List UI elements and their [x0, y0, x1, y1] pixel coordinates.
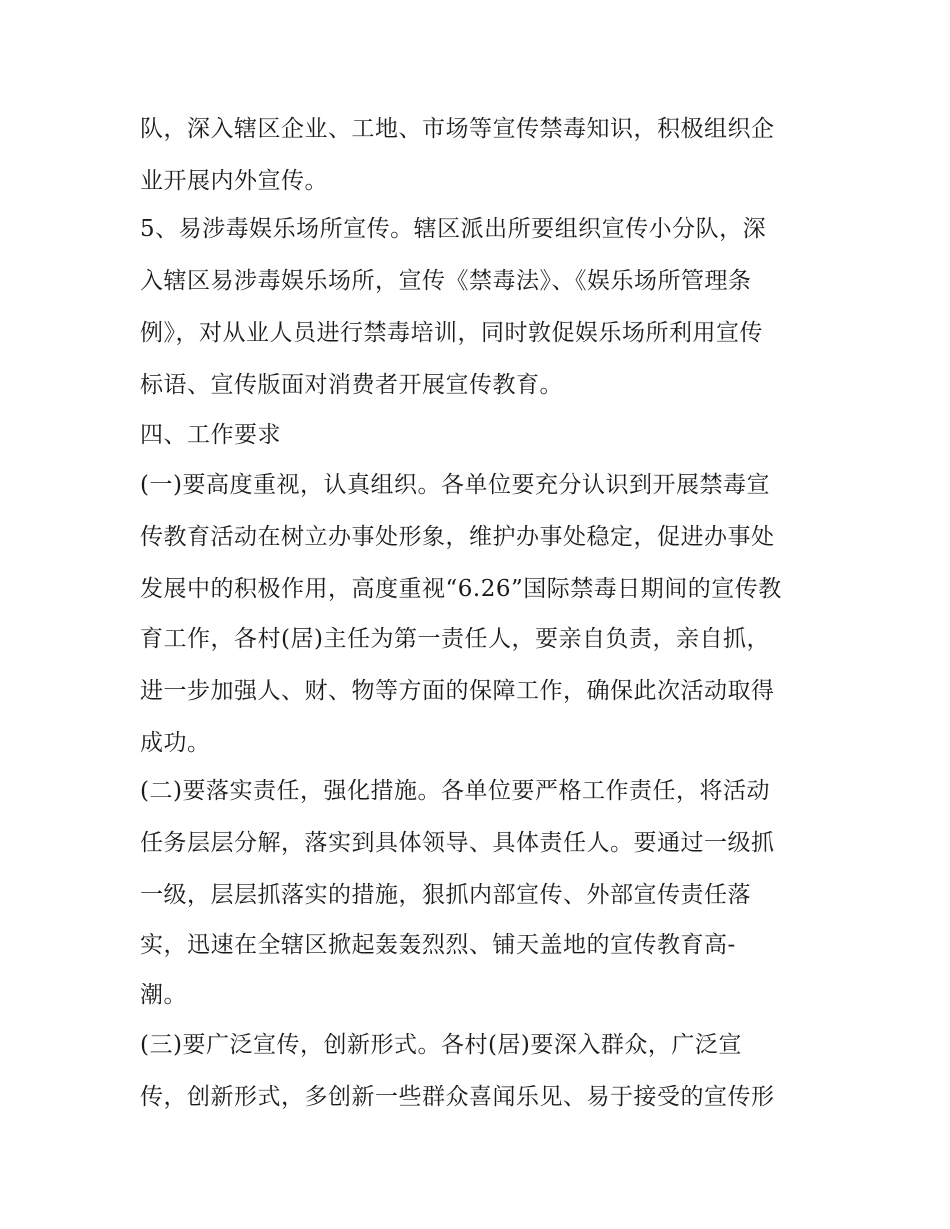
text-line: 进一步加强人、财、物等方面的保障工作，确保此次活动取得 — [140, 678, 775, 704]
text-line: (二)要落实责任，强化措施。各单位要严格工作责任，将活动 — [140, 778, 770, 804]
text-line: 队，深入辖区企业、工地、市场等宣传禁毒知识，积极组织企 — [140, 116, 775, 142]
text-line: 任务层层分解，落实到具体领导、具体责任人。要通过一级抓 — [140, 830, 775, 856]
text-line: 入辖区易涉毒娱乐场所，宣传《禁毒法》、《娱乐场所管理条 — [140, 268, 752, 294]
text-line: 一级，层层抓落实的措施，狠抓内部宣传、外部宣传责任落 — [140, 882, 751, 908]
text-line: 育工作，各村(居)主任为第一责任人，要亲自负责，亲自抓， — [140, 626, 770, 652]
text-line: 5、易涉毒娱乐场所宣传。辖区派出所要组织宣传小分队，深 — [140, 216, 767, 242]
text-line: 传教育活动在树立办事处形象，维护办事处稳定，促进办事处 — [140, 524, 775, 550]
text-line: (一)要高度重视，认真组织。各单位要充分认识到开展禁毒宣 — [140, 472, 770, 498]
text-line: (三)要广泛宣传，创新形式。各村(居)要深入群众，广泛宣 — [140, 1032, 742, 1058]
text-line: 成功。 — [140, 730, 211, 756]
section-heading: 四、工作要求 — [140, 422, 281, 448]
text-line: 标语、宣传版面对消费者开展宣传教育。 — [140, 372, 563, 398]
text-line: 潮。 — [140, 982, 187, 1008]
text-line: 传，创新形式，多创新一些群众喜闻乐见、易于接受的宣传形 — [140, 1084, 775, 1110]
text-line: 发展中的积极作用，高度重视“6.26”国际禁毒日期间的宣传教 — [140, 576, 782, 602]
text-line: 业开展内外宣传。 — [140, 168, 328, 194]
text-line: 实，迅速在全辖区掀起轰轰烈烈、铺天盖地的宣传教育高- — [140, 932, 736, 958]
text-line: 例》，对从业人员进行禁毒培训，同时敦促娱乐场所利用宣传 — [140, 320, 763, 346]
